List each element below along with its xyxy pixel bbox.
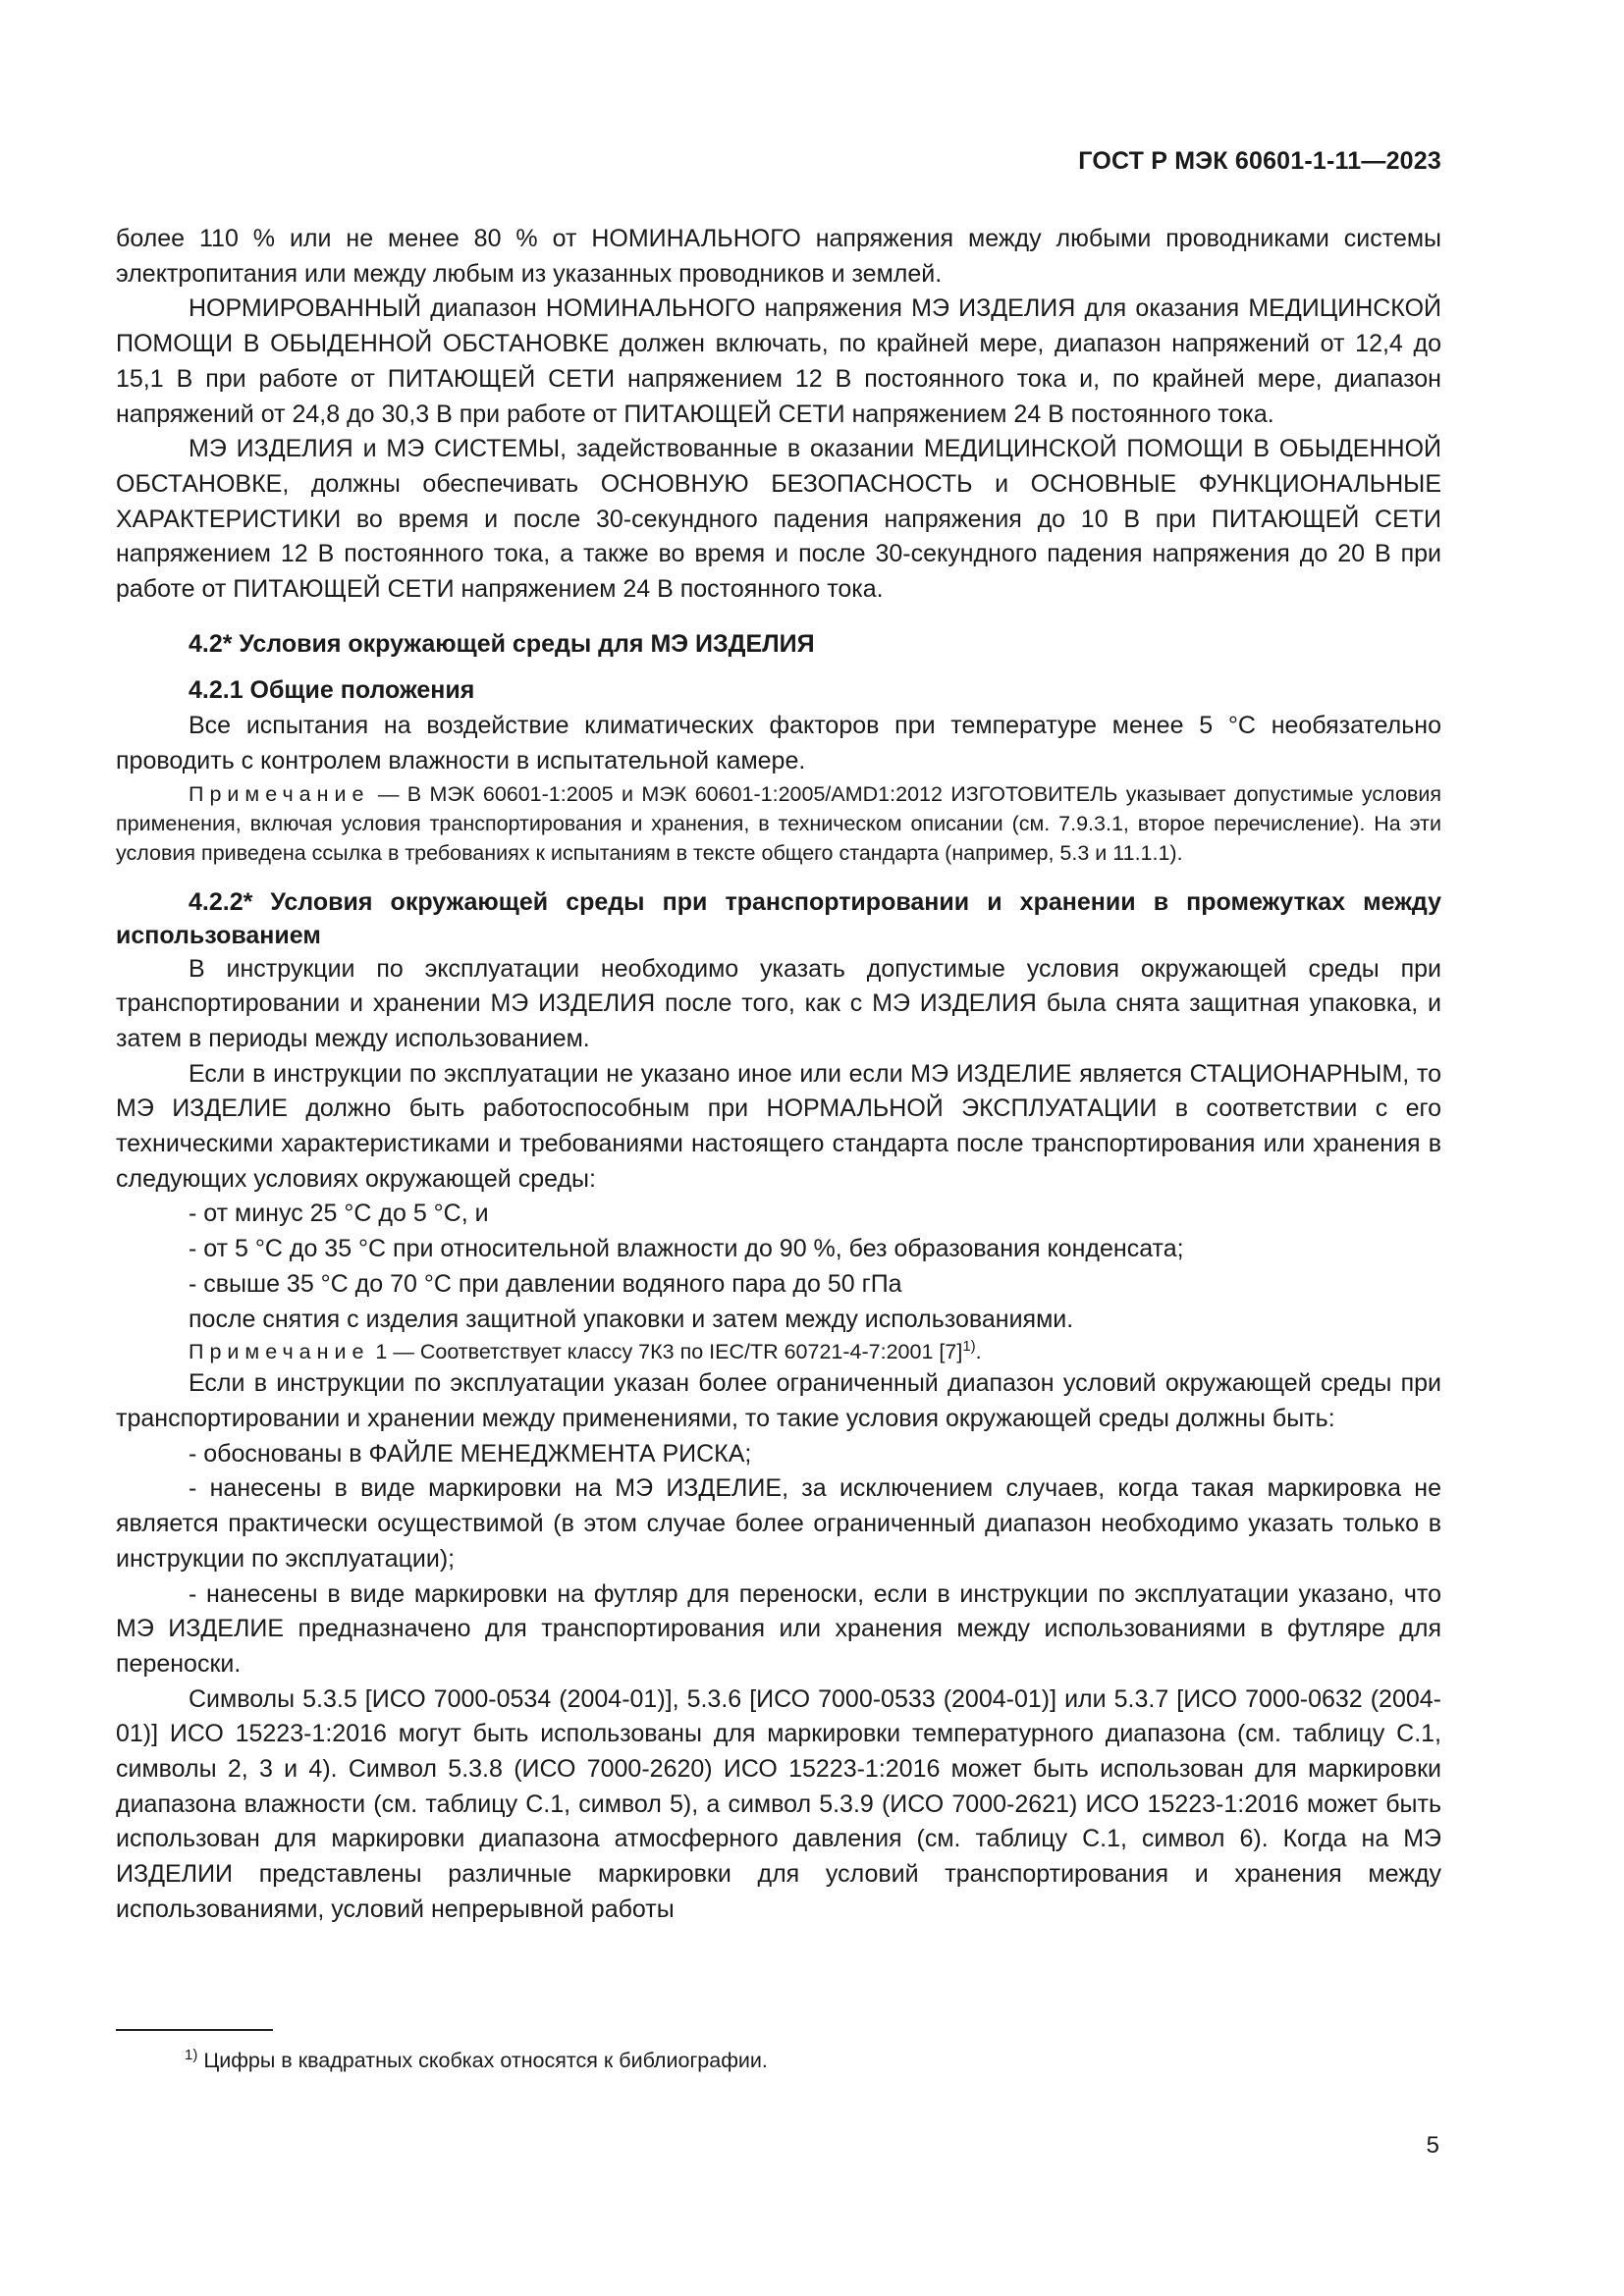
- section-heading-4-2: 4.2* Условия окружающей среды для МЭ ИЗДЕЛИЯ: [189, 629, 815, 658]
- footnote-text: Цифры в квадратных скобках относятся к библиографии.: [197, 2049, 768, 2072]
- list-item-tail: после снятия с изделия защитной упаковки и затем между использованиями.: [189, 1305, 1074, 1333]
- footnote: [185, 2046, 768, 2075]
- page-number: 5: [1426, 2132, 1439, 2159]
- list-item: - от 5 °С до 35 °С при относительной влажности до 90 %, без образования конденсата;: [189, 1235, 1184, 1263]
- note-text: 1 — Соответствует классу 7К3 по IEC/TR 60721-4-7:2001 [7]: [369, 1340, 963, 1364]
- list-item: - от минус 25 °С до 5 °С, и: [189, 1200, 489, 1228]
- list-item: - обоснованы в ФАЙЛЕ МЕНЕДЖМЕНТА РИСКА;: [189, 1439, 752, 1468]
- note-end: .: [975, 1340, 982, 1364]
- footnote-reference: 1): [962, 1338, 976, 1356]
- paragraph-climatic-tests: Все испытания на воздействие климатических факторов при температуре менее 5 °С необязательно проводить с контролем влажности в испытательной камере.: [116, 712, 1441, 774]
- note-text: — В МЭК 60601-1:2005 и МЭК 60601-1:2005/AMD1:2012 ИЗГОТОВИТЕЛЬ указывает допустимые условия применения, включая условия транспортирования и хранения, в техническом описании (см. 7.9.3.1, второе перечисление). На эти условия приведена ссылка в требованиях к испытаниям в тексте общего стандарта (например, 5.3 и 11.1.1).: [116, 781, 1441, 865]
- paragraph-instructions-conditions: В инструкции по эксплуатации необходимо указать допустимые условия окружающей среды при транспортировании и хранении МЭ ИЗДЕЛИЯ после того, как с МЭ ИЗДЕЛИЯ была снята защитная упаковка, и затем в периоды между использованием.: [116, 954, 1441, 1052]
- section-heading-4-2-1: 4.2.1 Общие положения: [189, 676, 475, 705]
- paragraph-rated-voltage: НОРМИРОВАННЫЙ диапазон НОМИНАЛЬНОГО напряжения МЭ ИЗДЕЛИЯ для оказания МЕДИЦИНСКОЙ ПОМОЩИ В ОБЫДЕННОЙ ОБСТАНОВКЕ должен включать, по крайней мере, диапазон напряжений от 12,4 до 15,1 В при работе от ПИТАЮЩЕЙ СЕТИ напряжением 12 В постоянного тока и, по крайней мере, диапазон напряжений от 24,8 до 30,3 В при работе от ПИТАЮЩЕЙ СЕТИ напряжением 24 В постоянного тока.: [116, 294, 1441, 428]
- note-1-4-2-2: [116, 1337, 1441, 1366]
- paragraph-voltage-dip: МЭ ИЗДЕЛИЯ и МЭ СИСТЕМЫ, задействованные в оказании МЕДИЦИНСКОЙ ПОМОЩИ В ОБЫДЕННОЙ ОБСТАНОВКЕ, должны обеспечивать ОСНОВНУЮ БЕЗОПАСНОСТЬ и ОСНОВНЫЕ ФУНКЦИОНАЛЬНЫЕ ХАРАКТЕРИСТИКИ во время и после 30-секундного падения напряжения до 10 В при ПИТАЮЩЕЙ СЕТИ напряжением 12 В постоянного тока, а также во время и после 30-секундного падения напряжения до 20 В при работе от ПИТАЮЩЕЙ СЕТИ напряжением 24 В постоянного тока.: [116, 435, 1441, 604]
- paragraph-continuation: более 110 % или не менее 80 % от НОМИНАЛЬНОГО напряжения между любыми проводниками системы электропитания или между любым из указанных проводников и землей.: [116, 225, 1441, 288]
- note-label: Примечание: [189, 781, 370, 806]
- list-item: - свыше 35 °С до 70 °С при давлении водяного пара до 50 гПа: [189, 1269, 902, 1298]
- standard-header: ГОСТ Р МЭК 60601-1-11—2023: [1078, 147, 1441, 175]
- paragraph-limited-range: Если в инструкции по эксплуатации указан более ограниченный диапазон условий окружающей среды при транспортировании и хранении между применениями, то такие условия окружающей среды должны быть:: [116, 1369, 1441, 1432]
- note-4-2-1: [116, 779, 1441, 868]
- paragraph-default-conditions: Если в инструкции по эксплуатации не указано иное или если МЭ ИЗДЕЛИЕ является СТАЦИОНАРНЫМ, то МЭ ИЗДЕЛИЕ должно быть работоспособным при НОРМАЛЬНОЙ ЭКСПЛУАТАЦИИ в соответствии с его техническими характеристиками и требованиями настоящего стандарта после транспортирования или хранения в следующих условиях окружающей среды:: [116, 1059, 1441, 1193]
- main-text: [116, 222, 1441, 1928]
- paragraph-symbols: Символы 5.3.5 [ИСО 7000-0534 (2004-01)], 5.3.6 [ИСО 7000-0533 (2004-01)] или 5.3.7 [ИСО 7000-0632 (2004-01)] ИСО 15223-1:2016 могут быть использованы для маркировки температурного диапазона (см. таблицу С.1, символы 2, 3 и 4). Символ 5.3.8 (ИСО 7000-2620) ИСО 15223-1:2016 может быть использован для маркировки диапазона влажности (см. таблицу С.1, символ 5), а символ 5.3.9 (ИСО 7000-2621) ИСО 15223-1:2016 может быть использован для маркировки диапазона атмосферного давления (см. таблицу С.1, символ 6). Когда на МЭ ИЗДЕЛИИ представлены различные маркировки для условий транспортирования и хранения между использованиями, условий непрерывной работы: [116, 1684, 1441, 1923]
- note-label: Примечание: [189, 1340, 370, 1364]
- list-item: - нанесены в виде маркировки на МЭ ИЗДЕЛИЕ, за исключением случаев, когда такая маркировка не является практически осуществимой (в этом случае более ограниченный диапазон необходимо указать только в инструкции по эксплуатации);: [116, 1474, 1441, 1573]
- list-item: - нанесены в виде маркировки на футляр для переноски, если в инструкции по эксплуатации указано, что МЭ ИЗДЕЛИЕ предназначено для транспортирования или хранения между использованиями в футляре для переноски.: [116, 1579, 1441, 1678]
- section-heading-4-2-2: 4.2.2* Условия окружающей среды при транспортировании и хранении в промежутках между использованием: [116, 887, 1441, 949]
- footnote-divider: [116, 2029, 273, 2031]
- footnote-marker: 1): [185, 2046, 198, 2063]
